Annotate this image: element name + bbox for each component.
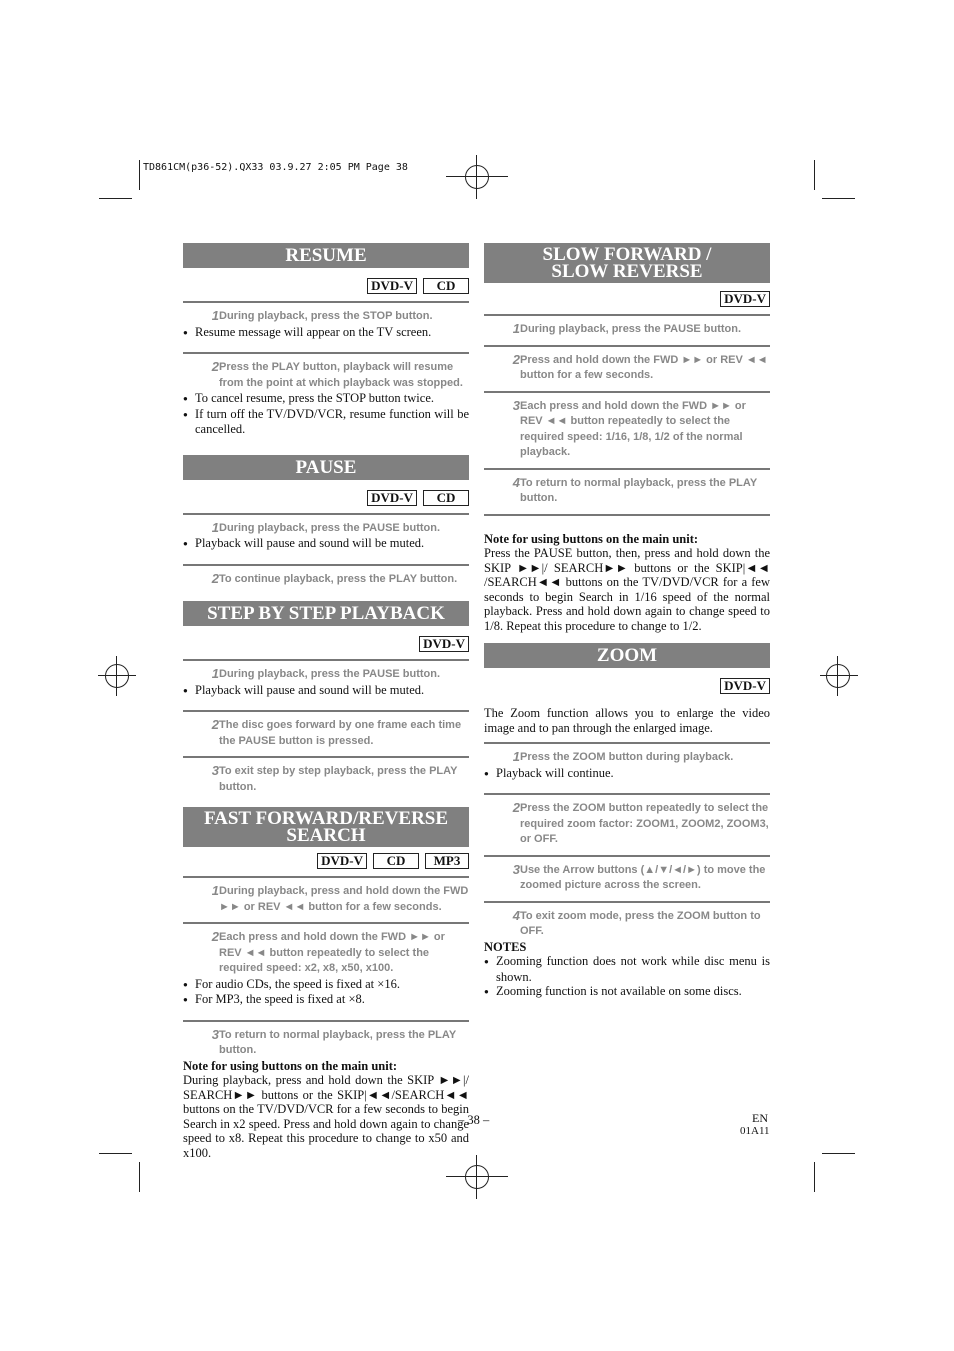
registration-mark-icon [465, 165, 489, 189]
pause-header: PAUSE [183, 455, 469, 480]
registration-mark-icon [837, 656, 838, 696]
note-text: Press the PAUSE button, then, press and hold down the SKIP ►►|/ SEARCH►► buttons or the SKIP|◄◄ /SEARCH◄◄ buttons on the TV/DVD/VCR for a few seconds to begin Search in 1/16 speed of the normal playback. Press and hold down again to change speed to 1/8. Repeat this procedure to change to 1/2. [484, 546, 770, 633]
step-item [183, 513, 469, 537]
step-number: 2 [211, 929, 219, 944]
crop-mark [99, 198, 132, 199]
step-number: 3 [211, 1026, 219, 1042]
zoom-header: ZOOM [484, 643, 770, 668]
step-number: 2 [211, 359, 219, 374]
step-item [484, 468, 770, 507]
bullet-item: ● Resume message will appear on the TV screen. [183, 325, 469, 341]
step-text: The disc goes forward by one frame each time the PAUSE button is pressed. [219, 719, 462, 747]
bullet-item: ● Zooming function is not available on some discs. [484, 984, 770, 1000]
step-item [484, 742, 770, 766]
step-number: 2 [512, 800, 520, 815]
fast-forward-badges [183, 853, 469, 869]
step-number: 1 [512, 749, 520, 764]
left-column [183, 243, 469, 1160]
step-number: 3 [211, 763, 219, 778]
step-number: 3 [512, 397, 520, 413]
badge-dvd-v: DVD-V [720, 678, 770, 694]
step-item [484, 314, 770, 338]
step-item [484, 345, 770, 384]
registration-mark-icon [98, 675, 136, 676]
badge-dvd-v: DVD-V [367, 278, 417, 294]
crop-mark [814, 160, 815, 190]
notes-title: NOTES [484, 939, 527, 954]
step-text: To return to normal playback, press the PLAY button. [219, 1028, 456, 1056]
registration-mark-icon [446, 1176, 508, 1177]
divider [484, 514, 770, 516]
step-number: 2 [211, 717, 219, 732]
zoom-section [484, 643, 770, 1000]
crop-mark [99, 1153, 132, 1154]
step-text: Press the PLAY button, playback will resume from the point at which playback was stopped. [219, 361, 463, 389]
registration-mark-icon [465, 1165, 489, 1189]
step-item [183, 301, 469, 325]
badge-dvd-v: DVD-V [367, 490, 417, 506]
step-item [183, 876, 469, 915]
badge-dvd-v: DVD-V [317, 853, 367, 869]
step-item [183, 756, 469, 795]
step-text: Press and hold down the FWD ►► or REV ◄◄ button for a few seconds. [520, 353, 768, 381]
resume-badges [183, 278, 469, 294]
bullet-item: ● To cancel resume, press the STOP button twice. [183, 391, 469, 407]
badge-cd: CD [373, 853, 419, 869]
print-slug: TD861CM(p36-52).QX33 03.9.27 2:05 PM Page 38 [143, 162, 408, 173]
bullet-item: ● Zooming function does not work while disc menu is shown. [484, 954, 770, 984]
step-text: During playback, press the STOP button. [219, 310, 433, 322]
step-item [484, 391, 770, 461]
slow-badges [484, 291, 770, 307]
note-text: During playback, press and hold down the SKIP ►►|/ SEARCH►► buttons or the SKIP|◄◄/SEARCH◄◄ buttons on the TV/DVD/VCR for a few seconds to begin Search in x2 speed. Press and hold down again to change speed to x8. Repeat this procedure to change to x50 and x100. [183, 1073, 469, 1160]
step-text: Use the Arrow buttons (▲/▼/◄/►) to move the zoomed picture across the screen. [520, 863, 766, 891]
resume-header: RESUME [183, 243, 469, 268]
header-line: SEARCH [286, 825, 366, 846]
step-item [183, 1020, 469, 1059]
bullet-item: ● For MP3, the speed is fixed at ×8. [183, 992, 469, 1008]
badge-cd: CD [423, 490, 469, 506]
header-line: SLOW FORWARD / [542, 244, 712, 265]
step-text: Press the ZOOM button repeatedly to select the required zoom factor: ZOOM1, ZOOM2, ZOOM3, or OFF. [520, 802, 769, 845]
step-item [484, 901, 770, 940]
step-number: 1 [211, 666, 219, 681]
pause-section [183, 455, 469, 588]
step-text: To exit step by step playback, press the PLAY button. [219, 765, 458, 793]
step-playback-header: STEP BY STEP PLAYBACK [183, 601, 469, 626]
step-item [183, 352, 469, 391]
resume-section [183, 243, 469, 437]
step-playback-badges [183, 636, 469, 652]
bullet-item: ● Playback will pause and sound will be muted. [183, 683, 469, 699]
crop-mark [814, 1162, 815, 1192]
registration-mark-icon [476, 155, 477, 199]
step-text: During playback, press the PAUSE button. [219, 521, 441, 534]
registration-mark-icon [826, 664, 850, 688]
step-text: Each press and hold down the FWD ►► or REV ◄◄ button repeatedly to select the required speed: 1/16, 1/8, 1/2 of the normal playback. [520, 399, 746, 458]
step-text: Each press and hold down the FWD ►► or REV ◄◄ button repeatedly to select the required speed: x2, x8, x50, x100. [219, 931, 445, 974]
bullet-item: ● Playback will pause and sound will be muted. [183, 536, 469, 552]
registration-mark-icon [116, 656, 117, 696]
step-item [183, 710, 469, 749]
registration-mark-icon [105, 664, 129, 688]
fast-forward-header [183, 807, 469, 847]
page-number: – 38 – [458, 1113, 490, 1127]
header-line: SLOW REVERSE [551, 261, 703, 282]
language-code: EN [752, 1111, 768, 1125]
step-item [484, 855, 770, 894]
bullet-item: ● Playback will continue. [484, 766, 770, 782]
step-number: 1 [512, 321, 520, 336]
crop-mark [139, 1162, 140, 1192]
pause-badges [183, 490, 469, 506]
header-line: FAST FORWARD/REVERSE [203, 808, 449, 829]
crop-mark [139, 160, 140, 190]
fast-forward-section [183, 807, 469, 1160]
step-text: To exit zoom mode, press the ZOOM button to OFF. [520, 909, 761, 937]
step-playback-section [183, 601, 469, 795]
step-text: To return to normal playback, press the PLAY button. [520, 476, 757, 504]
slow-section [484, 243, 770, 633]
step-number: 3 [512, 861, 520, 877]
step-item [183, 564, 469, 588]
slow-header [484, 243, 770, 283]
step-text: Press the ZOOM button during playback. [520, 751, 734, 763]
step-number: 1 [211, 883, 219, 898]
zoom-badges [484, 678, 770, 694]
step-number: 4 [512, 907, 520, 923]
step-item [484, 793, 770, 848]
step-text: During playback, press the PAUSE button. [520, 323, 742, 335]
step-number: 2 [512, 351, 520, 367]
registration-mark-icon [476, 1155, 477, 1199]
step-item [183, 659, 469, 683]
bullet-item: ● If turn off the TV/DVD/VCR, resume function will be cancelled. [183, 407, 469, 437]
step-number: 2 [211, 570, 219, 586]
badge-dvd-v: DVD-V [720, 291, 770, 307]
zoom-intro: The Zoom function allows you to enlarge the video image and to pan through the enlarged image. [484, 706, 770, 735]
crop-mark [822, 1153, 855, 1154]
note-title: Note for using buttons on the main unit: [183, 1058, 398, 1073]
step-item [183, 922, 469, 977]
registration-mark-icon [820, 675, 858, 676]
badge-cd: CD [423, 278, 469, 294]
badge-mp3: MP3 [425, 853, 469, 869]
step-number: 1 [211, 519, 219, 535]
step-number: 4 [512, 474, 520, 490]
step-text: To continue playback, press the PLAY button. [219, 572, 458, 585]
badge-dvd-v: DVD-V [419, 636, 469, 652]
doc-code: 01A11 [740, 1125, 770, 1137]
step-text: During playback, press and hold down the FWD ►► or REV ◄◄ button for a few seconds. [219, 885, 469, 913]
note-title: Note for using buttons on the main unit: [484, 531, 699, 546]
registration-mark-icon [446, 176, 508, 177]
crop-mark [822, 198, 855, 199]
step-text: During playback, press the PAUSE button. [219, 668, 441, 680]
step-number: 1 [211, 308, 219, 323]
right-column [484, 243, 770, 1000]
bullet-item: ● For audio CDs, the speed is fixed at ×16. [183, 977, 469, 993]
